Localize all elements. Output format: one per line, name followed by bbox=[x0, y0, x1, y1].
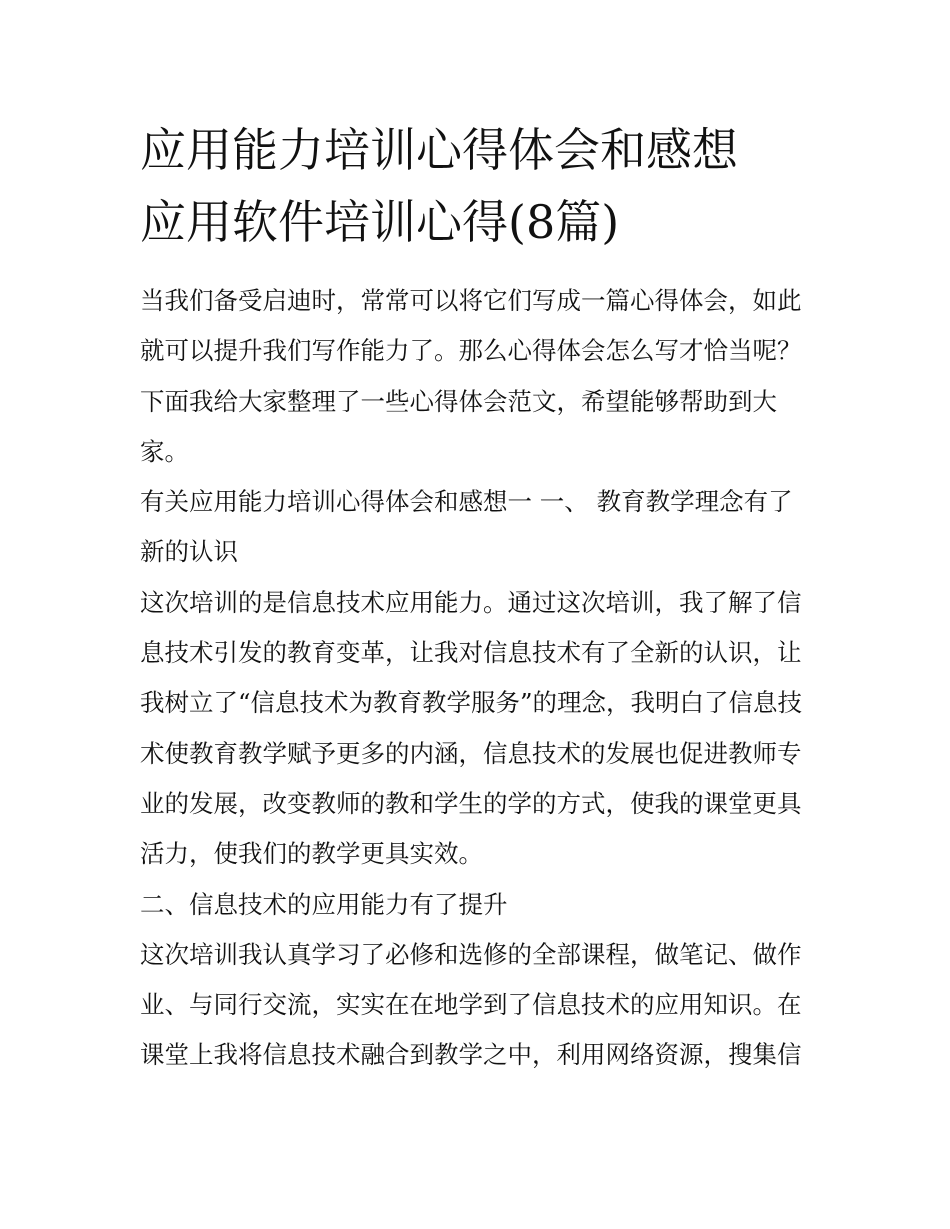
body-line: 这次培训我认真学习了必修和选修的全部课程，做笔记、做作 bbox=[140, 939, 802, 969]
body-line: 活力，使我们的教学更具实效。 bbox=[140, 839, 483, 869]
body-line: 新的认识 bbox=[140, 537, 238, 567]
body-line: 有关应用能力培训心得体会和感想一 一、 教育教学理念有了 bbox=[140, 487, 793, 517]
document-body bbox=[140, 276, 815, 1081]
body-line: 业的发展，改变教师的教和学生的学的方式，使我的课堂更具 bbox=[140, 788, 802, 818]
title-line-2: 应用软件培训心得(8篇) bbox=[140, 195, 620, 249]
body-line: 当我们备受启迪时，常常可以将它们写成一篇心得体会，如此 bbox=[140, 286, 802, 315]
body-line: 下面我给大家整理了一些心得体会范文，希望能够帮助到大 bbox=[140, 386, 777, 416]
body-line: 这次培训的是信息技术应用能力。通过这次培训，我了解了信 bbox=[140, 587, 802, 617]
document-title bbox=[140, 114, 830, 258]
body-line: 术使教育教学赋予更多的内涵，信息技术的发展也促进教师专 bbox=[140, 738, 802, 768]
body-line: 我树立了“信息技术为教育教学服务”的理念，我明白了信息技 bbox=[140, 688, 803, 718]
body-line: 家。 bbox=[140, 436, 189, 466]
body-line: 业、与同行交流，实实在在地学到了信息技术的应用知识。在 bbox=[140, 990, 802, 1020]
body-line: 课堂上我将信息技术融合到教学之中，利用网络资源，搜集信 bbox=[140, 1040, 802, 1070]
title-line-1: 应用能力培训心得体会和感想 bbox=[140, 123, 738, 177]
body-line: 就可以提升我们写作能力了。那么心得体会怎么写才恰当呢？ bbox=[140, 336, 802, 366]
body-line: 二、信息技术的应用能力有了提升 bbox=[140, 889, 508, 919]
body-line: 息技术引发的教育变革，让我对信息技术有了全新的认识，让 bbox=[140, 638, 802, 668]
